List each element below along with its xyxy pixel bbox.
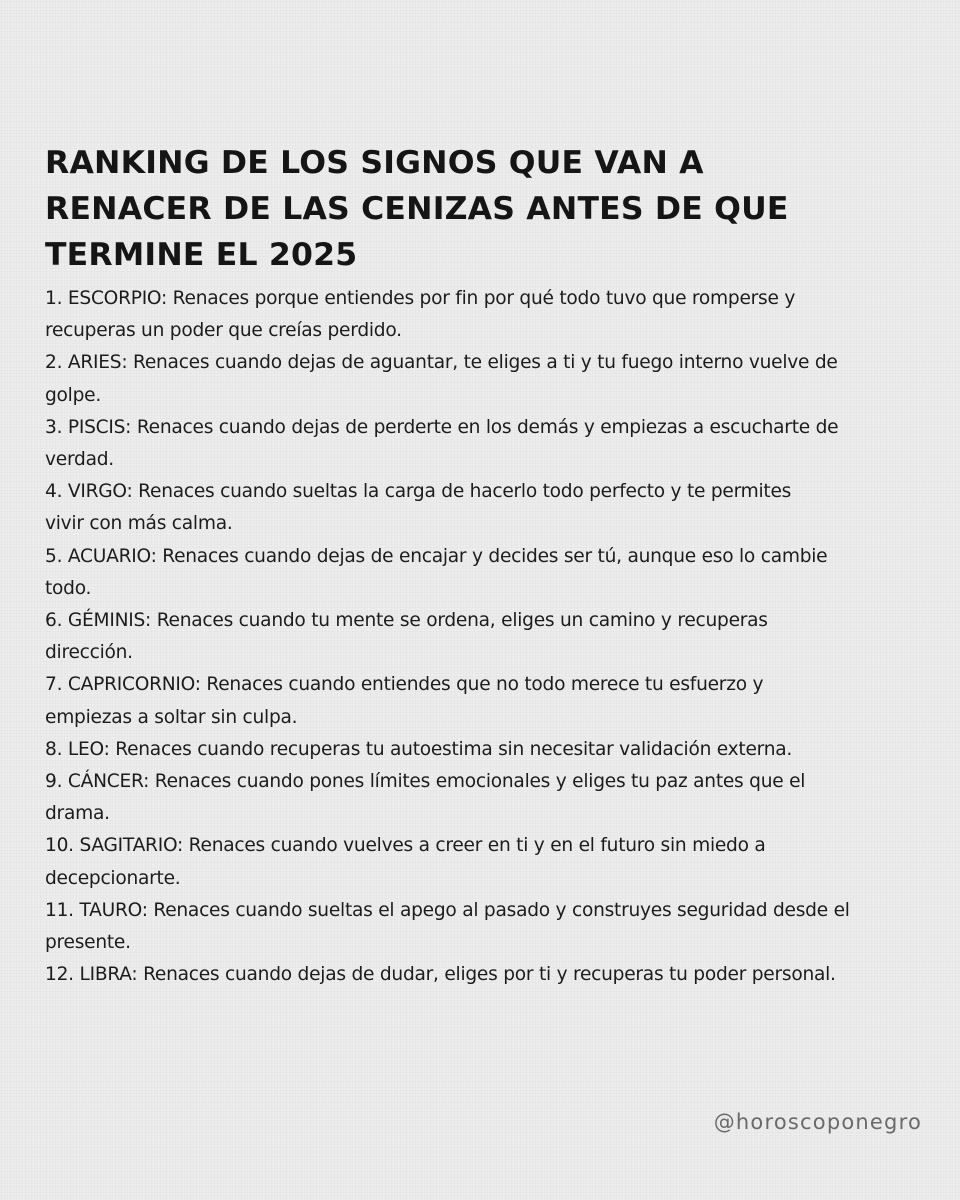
item-line: 9. CÁNCER: Renaces cuando pones límites emocionales y eliges tu paz antes que el: [45, 771, 806, 793]
title-line: RANKING DE LOS SIGNOS QUE VAN A: [45, 145, 704, 181]
ranking-list: [45, 283, 925, 991]
item-line: 12. LIBRA: Renaces cuando dejas de dudar, eliges por ti y recuperas tu poder personal.: [45, 964, 836, 986]
ranking-item-geminis: [45, 605, 925, 669]
item-line: presente.: [45, 932, 131, 954]
page-title: [45, 140, 905, 278]
item-line: 4. VIRGO: Renaces cuando sueltas la carga de hacerlo todo perfecto y te permites: [45, 481, 792, 503]
item-line: 7. CAPRICORNIO: Renaces cuando entiendes que no todo merece tu esfuerzo y: [45, 674, 764, 696]
ranking-item-cancer: [45, 766, 925, 830]
item-line: 10. SAGITARIO: Renaces cuando vuelves a creer en ti y en el futuro sin miedo a: [45, 835, 766, 857]
item-line: dirección.: [45, 642, 133, 664]
ranking-item-acuario: [45, 541, 925, 605]
item-line: recuperas un poder que creías perdido.: [45, 320, 402, 342]
ranking-item-capricornio: [45, 669, 925, 733]
item-line: 3. PISCIS: Renaces cuando dejas de perderte en los demás y empiezas a escucharte de: [45, 416, 839, 438]
ranking-item-virgo: [45, 476, 925, 540]
ranking-item-leo: [45, 734, 925, 766]
ranking-item-libra: [45, 959, 925, 991]
item-line: verdad.: [45, 449, 114, 471]
ranking-item-aries: [45, 347, 925, 411]
item-line: empiezas a soltar sin culpa.: [45, 706, 298, 728]
account-handle: @horoscoponegro: [713, 1110, 922, 1134]
ranking-item-tauro: [45, 895, 925, 959]
item-line: 2. ARIES: Renaces cuando dejas de aguantar, te eliges a ti y tu fuego interno vuelve de: [45, 352, 838, 374]
item-line: todo.: [45, 577, 92, 599]
ranking-item-sagitario: [45, 830, 925, 894]
item-line: 5. ACUARIO: Renaces cuando dejas de encajar y decides ser tú, aunque eso lo cambie: [45, 545, 828, 567]
item-line: vivir con más calma.: [45, 513, 233, 535]
item-line: drama.: [45, 803, 110, 825]
item-line: 1. ESCORPIO: Renaces porque entiendes por fin por qué todo tuvo que romperse y: [45, 288, 796, 309]
item-line: golpe.: [45, 384, 101, 406]
item-line: decepcionarte.: [45, 867, 181, 889]
item-line: 6. GÉMINIS: Renaces cuando tu mente se ordena, eliges un camino y recuperas: [45, 610, 768, 632]
ranking-item-piscis: [45, 412, 925, 476]
title-line: TERMINE EL 2025: [45, 237, 358, 273]
item-line: 11. TAURO: Renaces cuando sueltas el apego al pasado y construyes seguridad desde el: [45, 899, 850, 921]
title-line: RENACER DE LAS CENIZAS ANTES DE QUE: [45, 191, 789, 227]
item-line: 8. LEO: Renaces cuando recuperas tu autoestima sin necesitar validación externa.: [45, 738, 793, 760]
ranking-item-escorpio: [45, 283, 925, 347]
